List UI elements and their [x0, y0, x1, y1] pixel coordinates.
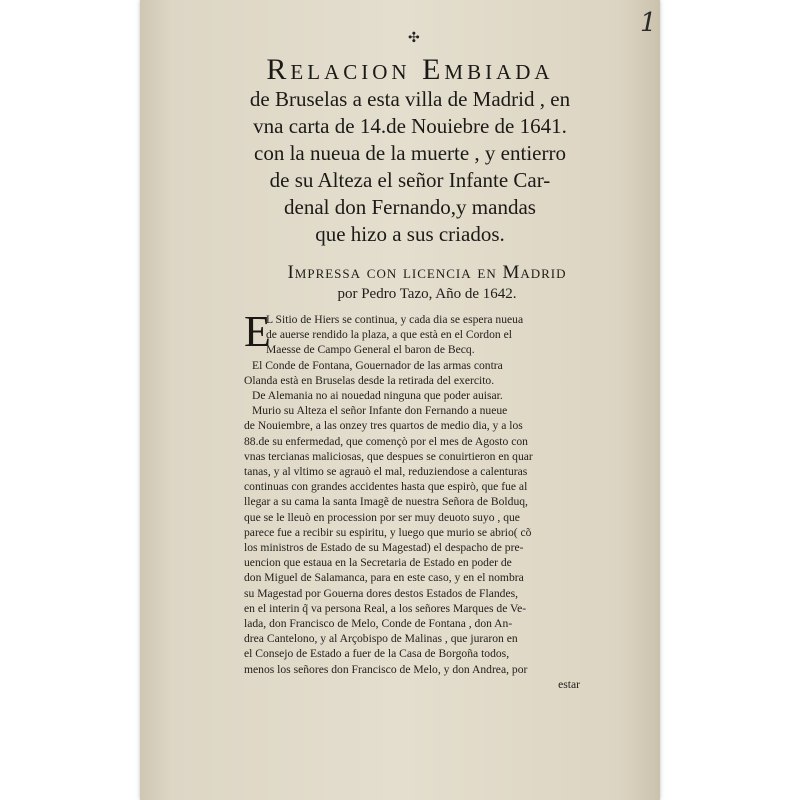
- text-line: los ministros de Estado de su Magestad) el despacho de pre-: [244, 541, 524, 555]
- title-line: que hizo a sus criados.: [315, 222, 505, 246]
- cross-ornament-icon: ✣: [408, 30, 420, 46]
- title-heading: Relacion Embiada: [266, 53, 554, 86]
- text-line: lada, don Francisco de Melo, Conde de Fontana , don An-: [244, 617, 513, 631]
- drop-cap: E: [244, 307, 271, 356]
- text-line: L Sitio de Hiers se continua, y cada dia se espera nueua: [266, 313, 524, 326]
- opening-paragraph: [244, 307, 594, 358]
- text-line: Murio su Alteza el señor Infante don Fernando a nueue: [252, 404, 508, 418]
- title-line: de Bruselas a esta villa de Madrid , en: [249, 87, 571, 111]
- text-line: de Nouiembre, a las onzey tres quartos de medio dia, y a los: [244, 419, 523, 433]
- imprint-license: Impressa con licencia en Madrid: [287, 262, 567, 283]
- text-line: llegar a su cama la santa Imagẽ de nuestra Señora de Bolduq,: [244, 495, 528, 509]
- text-line: drea Cantelono, y al Arçobispo de Malinas , que juraron en: [244, 632, 518, 646]
- text-line: Olanda està en Bruselas desde la retirada del exercito.: [244, 373, 495, 387]
- text-line: tanas, y al vltimo se agrauò el mal, reduziendose a calenturas: [244, 465, 528, 479]
- catchword: estar: [558, 677, 580, 691]
- title-line: con la nueua de la muerte , y entierro: [254, 141, 566, 165]
- imprint-block: [232, 262, 622, 304]
- title-line: de su Alteza el señor Infante Car-: [269, 168, 551, 192]
- text-line: don Miguel de Salamanca, para en este caso, y en el nombra: [244, 571, 524, 585]
- text-line: que se le lleuò en procession por ser muy deuoto suyo , que: [244, 510, 520, 524]
- text-line: el Consejo de Estado a fuer de la Casa de Borgoña todos,: [244, 647, 510, 661]
- text-line: de auerse rendido la plaza, a que està en el Cordon el: [266, 328, 512, 342]
- text-line: uencion que estaua en la Secretaria de Estado en poder de: [244, 556, 512, 570]
- text-line: Maesse de Campo General el baron de Becq.: [266, 343, 475, 357]
- text-line: parece fue a recibir su espiritu, y luego que murio se abrio( cõ: [244, 525, 532, 539]
- text-line: El Conde de Fontana, Gouernador de las armas contra: [252, 358, 503, 372]
- text-line: menos los señores don Francisco de Melo, y don Andrea, por: [244, 662, 528, 676]
- body-text: [244, 307, 594, 692]
- text-line: continuas con grandes accidentes hasta que espirò, que fue al: [244, 480, 528, 494]
- title-line: denal don Fernando,y mandas: [284, 195, 536, 219]
- folio-number: 1: [640, 8, 657, 38]
- text-line: vnas tercianas maliciosas, que despues se conuirtieron en quar: [244, 449, 533, 463]
- text-line: De Alemania no ai nouedad ninguna que poder auisar.: [252, 389, 503, 403]
- text-line: en el interin q̃ va persona Real, a los señores Marques de Ve-: [244, 601, 527, 615]
- text-line: 88.de su enfermedad, que començò por el mes de Agosto con: [244, 434, 528, 448]
- imprint-printer: por Pedro Tazo, Año de 1642.: [337, 286, 517, 302]
- title-line: vna carta de 14.de Nouiebre de 1641.: [253, 114, 567, 138]
- title-block: [200, 54, 620, 248]
- text-line: su Magestad por Gouerna dores destos Estados de Flandes,: [244, 586, 519, 600]
